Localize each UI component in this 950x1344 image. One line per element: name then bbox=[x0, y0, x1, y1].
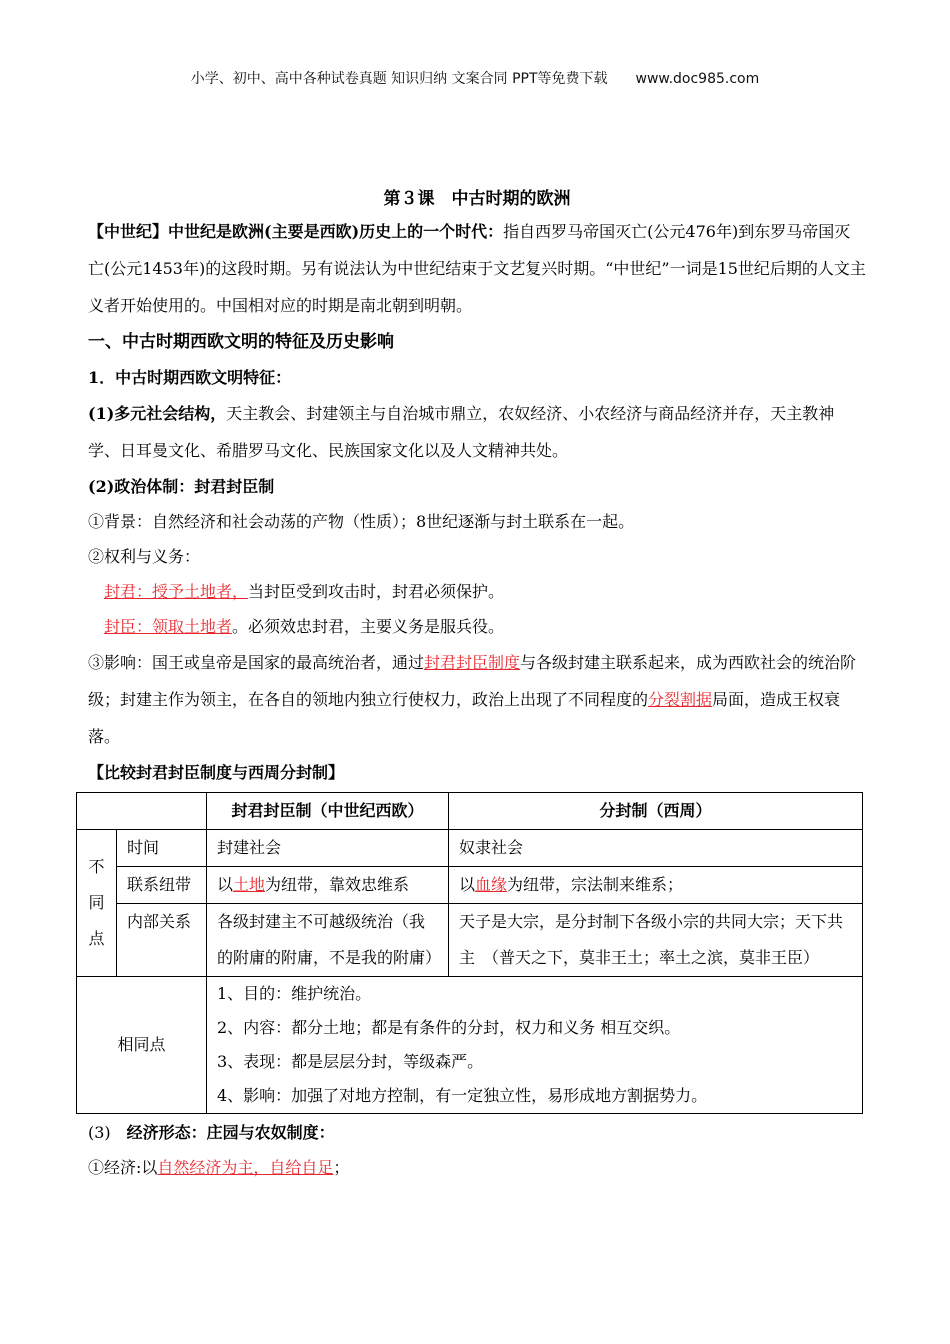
intro-rest: 指自西罗马帝国灭亡(公元476年)到东罗马帝国灭亡(公元1453年)的这段时期。另有说法认为中世纪结束于文艺复兴时期。“中世纪”一词是15世纪后期的人文主义者开始使用的。中国相对应的时期是南北朝到明朝。 bbox=[88, 222, 866, 315]
row-label: 联系纽带 bbox=[117, 867, 207, 904]
impact-paragraph bbox=[88, 644, 866, 755]
intro-paragraph bbox=[88, 213, 866, 324]
row-cell-b: 奴隶社会 bbox=[449, 830, 863, 867]
vassal-line bbox=[88, 609, 866, 644]
lord-rest-text: 当封臣受到攻击时，封君必须保护。 bbox=[248, 582, 505, 601]
row-label: 内部关系 bbox=[117, 904, 207, 977]
section3-bold: 经济形态：庄园与农奴制度： bbox=[126, 1123, 335, 1142]
item2-heading: (2)政治体制：封君封臣制 bbox=[88, 477, 275, 496]
table-col2-header: 分封制（西周） bbox=[449, 793, 863, 830]
page-header bbox=[0, 68, 950, 88]
row-text: 以 bbox=[459, 875, 476, 894]
blood-red-text: 血缘 bbox=[475, 875, 508, 894]
section3-num: (3) bbox=[88, 1123, 127, 1142]
table-row bbox=[77, 904, 863, 977]
economy-post: ； bbox=[333, 1158, 350, 1177]
comparison-table bbox=[76, 792, 863, 1114]
same-label-cell: 相同点 bbox=[77, 977, 207, 1114]
row-cell-a: 各级封建主不可越级统治（我的附庸的附庸，不是我的附庸） bbox=[207, 904, 449, 977]
land-red-text: 土地 bbox=[233, 875, 266, 894]
item1-paragraph bbox=[88, 395, 866, 469]
table-row bbox=[77, 867, 863, 904]
table-same-row bbox=[77, 977, 863, 1114]
section3-heading bbox=[88, 1115, 866, 1150]
row-cell-b: 天子是大宗，是分封制下各级小宗的共同大宗；天下共主 （普天之下，莫非王土；率土之滨，莫非王臣） bbox=[449, 904, 863, 977]
sub-heading-1: 1．中古时期西欧文明特征： bbox=[88, 368, 292, 387]
row-cell-b bbox=[449, 867, 863, 904]
intro-bold: 中世纪是欧洲(主要是西欧)历史上的一个时代： bbox=[168, 222, 504, 241]
impact-red-1: 封君封臣制度 bbox=[424, 653, 521, 672]
header-text: 小学、初中、高中各种试卷真题 知识归纳 文案合同 PPT等免费下载 bbox=[190, 71, 608, 87]
background-line: ①背景：自然经济和社会动荡的产物（性质）；8世纪逐渐与封土联系在一起。 bbox=[88, 512, 635, 531]
lord-line bbox=[88, 574, 866, 609]
table-row bbox=[77, 830, 863, 867]
row-cell-a bbox=[207, 867, 449, 904]
table-header-row bbox=[77, 793, 863, 830]
compare-heading: 【比较封君封臣制度与西周分封制】 bbox=[88, 763, 345, 782]
diff-label-char: 不 bbox=[88, 857, 105, 876]
row-label: 时间 bbox=[117, 830, 207, 867]
row-text: 为纽带，宗法制来维系； bbox=[507, 875, 684, 894]
vassal-red-text: 封臣：领取土地者 bbox=[104, 617, 233, 636]
economy-pre: ①经济:以 bbox=[88, 1158, 158, 1177]
impact-text-c: 局面，造成王权衰落。 bbox=[88, 690, 841, 746]
impact-red-2: 分裂割据 bbox=[648, 690, 713, 709]
rights-heading: ②权利与义务： bbox=[88, 547, 201, 566]
item1-rest: 天主教会、封建领主与自治城市鼎立，农奴经济、小农经济与商品经济并存，天主教神学、日耳曼文化、希腊罗马文化、民族国家文化以及人文精神共处。 bbox=[88, 404, 835, 460]
table-col1-header: 封君封臣制（中世纪西欧） bbox=[207, 793, 449, 830]
same-item: 2、内容：都分土地；都是有条件的分封，权力和义务 相互交织。 bbox=[217, 1018, 681, 1037]
row-cell-a: 封建社会 bbox=[207, 830, 449, 867]
same-item: 1、目的：维护统治。 bbox=[217, 984, 372, 1003]
row-text: 为纽带，靠效忠维系 bbox=[265, 875, 410, 894]
same-item: 3、表现：都是层层分封，等级森严。 bbox=[217, 1052, 484, 1071]
header-site-link[interactable]: www.doc985.com bbox=[635, 71, 760, 87]
economy-line bbox=[88, 1150, 866, 1185]
document-body bbox=[88, 185, 866, 1185]
diff-label-char: 点 bbox=[88, 929, 105, 948]
economy-red-text: 自然经济为主，自给自足 bbox=[157, 1158, 334, 1177]
impact-text-a: ③影响：国王或皇帝是国家的最高统治者，通过 bbox=[88, 653, 425, 672]
diff-label-char: 同 bbox=[88, 893, 105, 912]
same-item: 4、影响：加强了对地方控制，有一定独立性，易形成地方割据势力。 bbox=[217, 1086, 708, 1105]
row-text: 以 bbox=[217, 875, 234, 894]
lord-red-text: 封君：授予土地者， bbox=[104, 582, 249, 601]
lesson-title: 第３课 中古时期的欧洲 bbox=[383, 189, 571, 209]
section1-heading: 一、中古时期西欧文明的特征及历史影响 bbox=[88, 332, 394, 352]
table-corner-cell bbox=[77, 793, 207, 830]
item1-bold: (1)多元社会结构， bbox=[88, 404, 227, 423]
impact-text-b: 与各级封建主联系起来，成为西欧社会的统治阶级；封建主作为领主，在各自的领地内独立行使权力，政治上出现了不同程度的 bbox=[88, 653, 857, 709]
vassal-rest-text: 。必须效忠封君，主要义务是服兵役。 bbox=[232, 617, 505, 636]
intro-tag: 【中世纪】 bbox=[88, 222, 169, 241]
same-content-cell bbox=[207, 977, 863, 1114]
diff-label-cell bbox=[77, 830, 117, 977]
